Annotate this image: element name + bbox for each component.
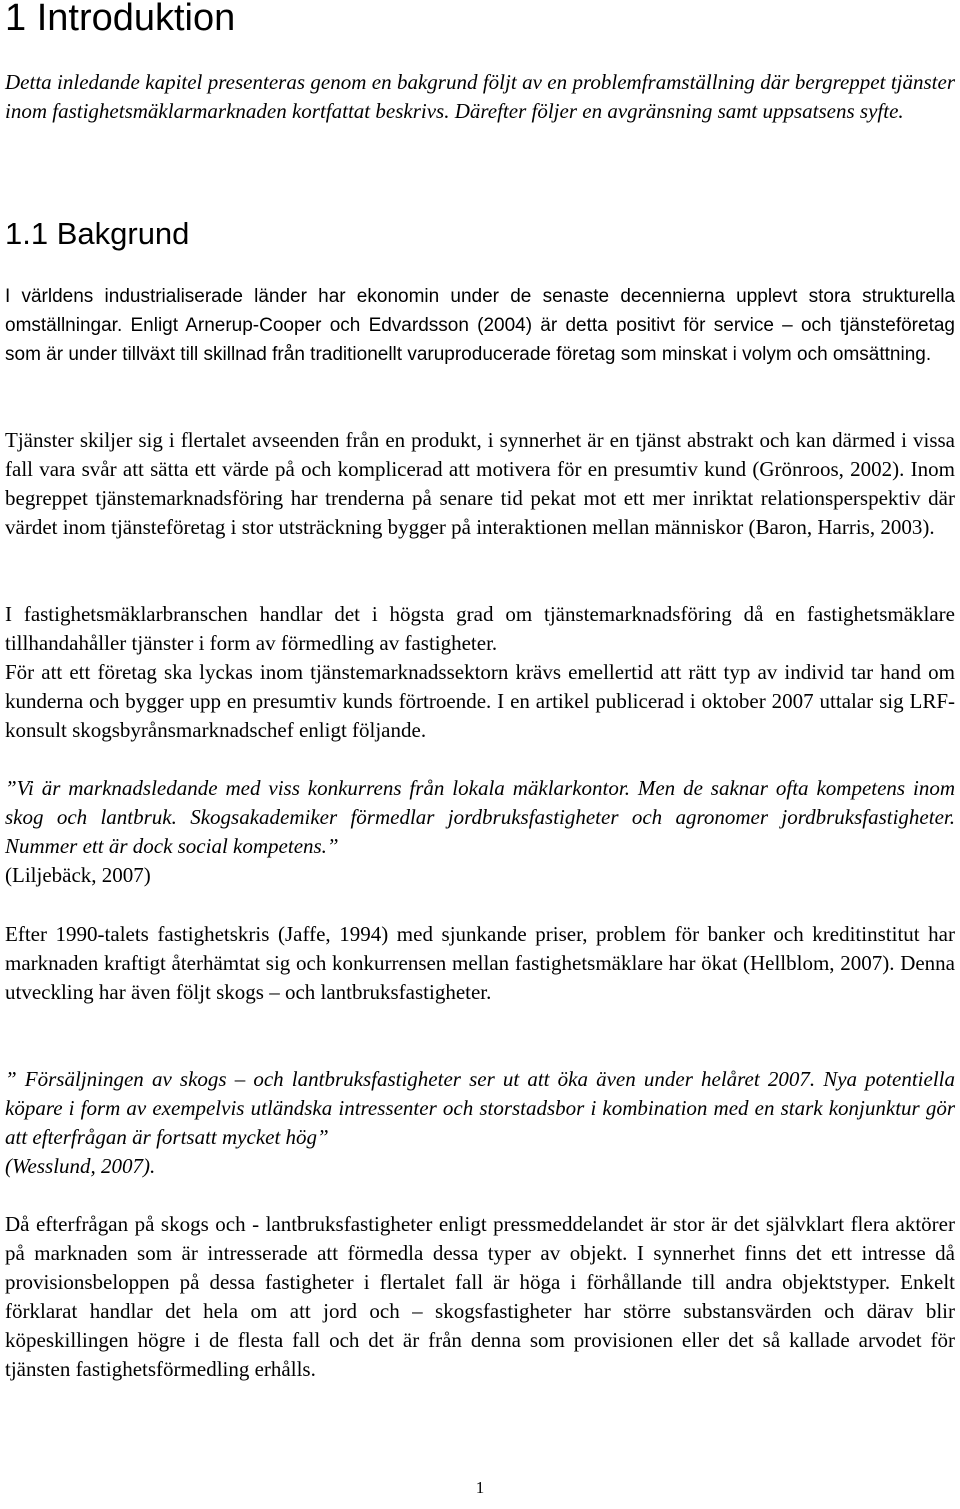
paragraph-1-part-a: I världens industrialiserade länder har ekonomin under de senaste decennierna upplevt stora strukturella omställningar. — [5, 286, 955, 336]
section-title: 1.1 Bakgrund — [5, 216, 190, 251]
background-paragraph-3a: I fastighetsmäklarbranschen handlar det i högsta grad om tjänstemarknadsföring då en fastighetsmäklare tillhandahåller tjänster i form av förmedling av fastigheter. — [5, 602, 955, 655]
quote-1-text: ”Vi är marknadsledande med viss konkurrens från lokala mäklarkontor. Men de saknar ofta kompetens inom skog och lantbruk. Skogsakademiker förmedlar jordbruksfastigheter och agronomer jordbruksfastigheter. Nummer ett är dock social kompetens.” — [5, 776, 955, 858]
quote-2-text: ” Försäljningen av skogs – och lantbruksfastigheter ser ut att öka även under helåret 2007. Nya potentiella köpare i form av exempelvis utländska intressenter och storstadsbor i kombination med en stark konjunktur gör att efterfrågan är fortsatt mycket hög” — [5, 1067, 955, 1149]
quote-block-1 — [5, 774, 955, 890]
background-paragraph-2: Tjänster skiljer sig i flertalet avseenden från en produkt, i synnerhet är en tjänst abstrakt och kan därmed i vissa fall vara svår att sätta ett värde på och komplicerad att motivera för en presumtiv kund (Grönroos, 2002). Inom begreppet tjänstemarknadsföring har trenderna på senare tid pekat mot ett mer inriktat relationsperspektiv där värdet inom tjänsteföretag i stor utsträckning bygger på interaktionen mellan människor (Baron, Harris, 2003). — [5, 428, 955, 539]
quote-2-citation: (Wesslund, 2007). — [5, 1154, 156, 1178]
background-paragraph-3b: För att ett företag ska lyckas inom tjänstemarknadssektorn krävs emellertid att rätt typ av individ tar hand om kunderna och bygger upp en presumtiv kunds förtroende. I en artikel publicerad i oktober 2007 uttalar sig LRF-konsult skogsbyrånsmarknadschef enligt följande. — [5, 660, 955, 742]
background-paragraph-5: Då efterfrågan på skogs och - lantbruksfastigheter enligt pressmeddelandet är stor är det självklart flera aktörer på marknaden som är intresserade att förmedla dessa typer av objekt. I synnerhet finns det ett intresse då provisionsbeloppen på dessa fastigheter i flertalet fall är höga i förhållande till andra objektstyper. Enkelt förklarat handlar det hela om att jord och – skogsfastigheter har större substansvärden och därav blir köpeskillingen högre i de flesta fall och det är från denna som provisionen eller det så kallade arvodet för tjänsten fastighetsförmedling erhålls. — [5, 1212, 955, 1381]
page-number: 1 — [475, 1478, 485, 1497]
quote-block-2 — [5, 1065, 955, 1181]
chapter-title: 1 Introduktion — [5, 0, 236, 39]
paragraph-1-part-b: Enligt Arnerup-Cooper och Edvardsson (2004) är detta positivt för service – och tjänsteföretag som är under tillväxt till skillnad från traditionellt varuproducerade företag som minskat i volym och omsättning. — [5, 315, 955, 365]
background-paragraph-4: Efter 1990-talets fastighetskris (Jaffe, 1994) med sjunkande priser, problem för banker och kreditinstitut har marknaden kraftigt återhämtat sig och konkurrensen mellan fastighetsmäklare har ökat (Hellblom, 2007). Denna utveckling har även följt skogs – och lantbruksfastigheter. — [5, 922, 955, 1004]
chapter-intro: Detta inledande kapitel presenteras genom en bakgrund följt av en problemframställning där bergreppet tjänster inom fastighetsmäklarmarknaden kortfattat beskrivs. Därefter följer en avgränsning samt uppsatsens syfte. — [5, 70, 955, 123]
quote-1-citation: (Liljebäck, 2007) — [5, 863, 151, 887]
background-paragraph-1 — [5, 282, 955, 369]
